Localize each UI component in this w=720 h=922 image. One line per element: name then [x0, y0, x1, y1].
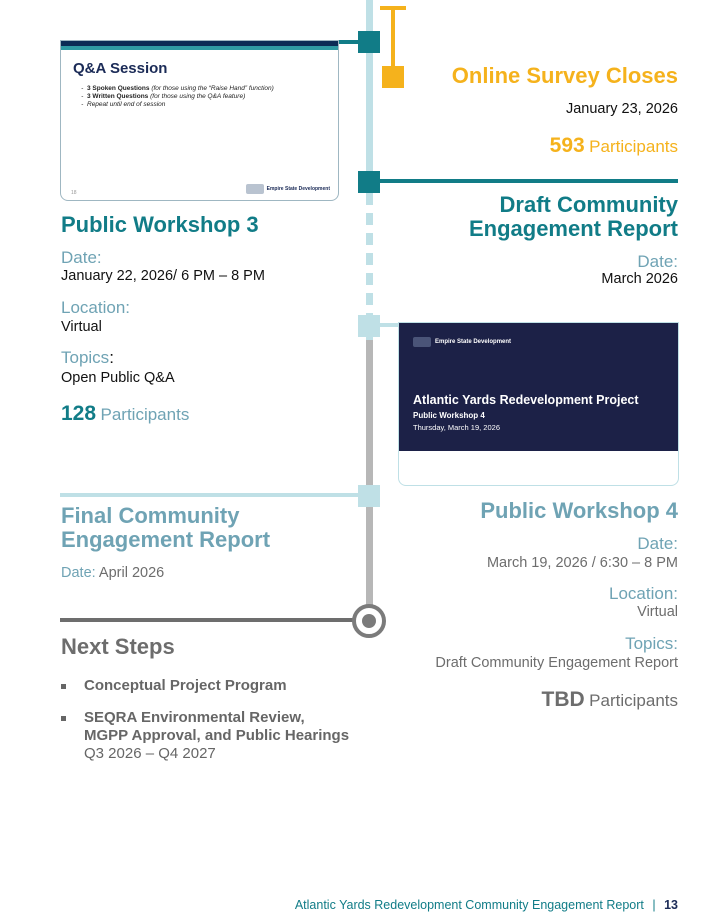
- workshop3-date-label: Date:: [61, 248, 102, 267]
- workshop4-location-label: Location:: [609, 584, 678, 603]
- ws4-slide-title: Atlantic Yards Redevelopment Project: [413, 393, 639, 407]
- draft-report-title: Draft Community Engagement Report: [468, 192, 678, 241]
- ws4-slide-subtitle: Public Workshop 4: [413, 411, 485, 420]
- qa-slide-bullets: [77, 85, 338, 109]
- workshop4-title: Public Workshop 4: [480, 498, 678, 523]
- qa-slide-bullet: - 3 Spoken Questions (for those using the “Raise Hand” function): [87, 85, 338, 93]
- workshop3-node: [358, 31, 380, 53]
- slide-topbar-accent: [61, 46, 338, 50]
- draft-report-date-label: Date:: [637, 252, 678, 271]
- qa-slide-page-number: 18: [71, 190, 77, 196]
- timeline-line-gray: [366, 340, 373, 618]
- final-report-node: [358, 485, 380, 507]
- qa-slide-title: Q&A Session: [73, 60, 168, 77]
- workshop4-node: [358, 315, 380, 337]
- workshop4-date: March 19, 2026 / 6:30 – 8 PM: [486, 555, 678, 571]
- workshop4-location: Virtual: [637, 604, 678, 620]
- qa-slide-bullet: - 3 Written Questions (for those using the Q&A feature): [87, 93, 338, 101]
- next-steps-title: Next Steps: [61, 634, 175, 659]
- draft-report-node: [358, 171, 380, 193]
- nys-logo-icon: [413, 337, 431, 347]
- esd-logo: Empire State Development: [246, 184, 330, 194]
- footer-separator: |: [652, 898, 656, 912]
- final-report-connector: [60, 493, 362, 497]
- final-report-date: Date: April 2026: [61, 565, 165, 581]
- list-item: Conceptual Project Program: [60, 677, 380, 695]
- timeline-line-dashed: [366, 193, 373, 321]
- workshop4-slide-thumbnail: [398, 322, 679, 486]
- qa-slide-bullet: - Repeat until end of session: [87, 101, 338, 109]
- survey-participants: 593 Participants: [549, 134, 678, 157]
- workshop4-topics: Draft Community Engagement Report: [435, 655, 678, 671]
- workshop3-topics: Open Public Q&A: [61, 370, 175, 386]
- list-item: SEQRA Environmental Review, MGPP Approval, and Public Hearings Q3 2026 – Q4 2027: [60, 709, 380, 763]
- workshop4-date-label: Date:: [637, 534, 678, 553]
- slide-dark-panel: [399, 323, 678, 451]
- workshop4-topics-label: Topics:: [625, 634, 678, 653]
- survey-bracket-cap: [380, 6, 406, 10]
- workshop3-participants: 128 Participants: [61, 402, 190, 425]
- workshop3-topics-label: Topics:: [61, 348, 114, 367]
- page-footer: [295, 898, 678, 912]
- next-steps-connector: [60, 618, 356, 622]
- qa-slide-thumbnail: [60, 40, 339, 201]
- timeline-line-top: [366, 0, 373, 193]
- survey-node: [382, 66, 404, 88]
- esd-logo: Empire State Development: [413, 337, 511, 347]
- footer-report-title: Atlantic Yards Redevelopment Community Engagement Report: [294, 898, 644, 912]
- ws4-slide-date: Thursday, March 19, 2026: [413, 423, 500, 432]
- next-steps-target-icon: [352, 604, 386, 638]
- survey-bracket-line: [391, 6, 395, 66]
- workshop3-date: January 22, 2026/ 6 PM – 8 PM: [61, 268, 265, 284]
- draft-report-connector: [378, 179, 678, 183]
- page-number: 13: [664, 898, 678, 912]
- workshop3-title: Public Workshop 3: [61, 212, 259, 237]
- next-steps-list: [60, 677, 380, 773]
- workshop3-location-label: Location:: [61, 298, 130, 317]
- workshop3-location: Virtual: [61, 319, 102, 335]
- final-report-title: Final Community Engagement Report: [61, 503, 271, 552]
- survey-date: January 23, 2026: [565, 101, 678, 117]
- survey-title: Online Survey Closes: [451, 63, 678, 88]
- workshop4-participants: TBD Participants: [541, 688, 678, 711]
- draft-report-date: March 2026: [601, 271, 678, 287]
- nys-logo-icon: [246, 184, 264, 194]
